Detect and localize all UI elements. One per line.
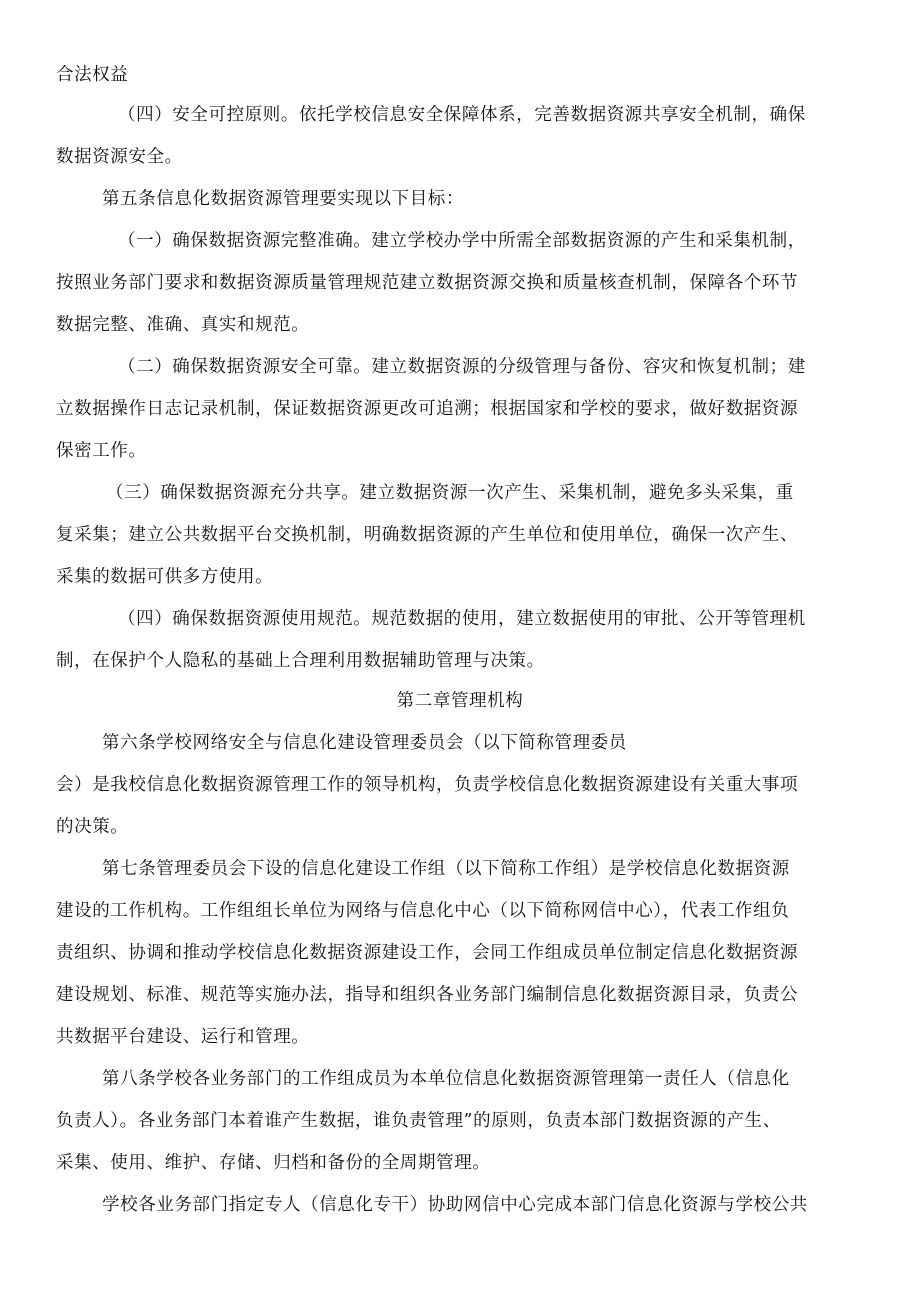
text-line: （四）确保数据资源使用规范。规范数据的使用，建立数据使用的审批、公开等管理机 <box>118 609 806 629</box>
text-line: 责组织、协调和推动学校信息化数据资源建设工作，会同工作组成员单位制定信息化数据资源 <box>56 943 799 963</box>
text-line: 制，在保护个人隐私的基础上合理利用数据辅助管理与决策。 <box>56 651 545 671</box>
text-line: 第五条信息化数据资源管理要实现以下目标： <box>102 189 464 209</box>
text-line: 第八条学校各业务部门的工作组成员为本单位信息化数据资源管理第一责任人（信息化 <box>102 1069 790 1089</box>
text-line: （一）确保数据资源完整准确。建立学校办学中所需全部数据资源的产生和采集机制， <box>118 231 806 251</box>
text-line: （二）确保数据资源安全可靠。建立数据资源的分级管理与备份、容灾和恢复机制；建 <box>118 357 806 377</box>
text-line: 数据完整、准确、真实和规范。 <box>56 315 310 335</box>
text-line: 的决策。 <box>56 817 129 837</box>
text-line: 建设规划、标准、规范等实施办法，指导和组织各业务部门编制信息化数据资源目录，负责公 <box>56 985 799 1005</box>
text-line: （三）确保数据资源充分共享。建立数据资源一次产生、采集机制，避免多头采集，重 <box>106 483 794 503</box>
text-line: 采集的数据可供多方使用。 <box>56 567 274 587</box>
chapter-heading: 第二章管理机构 <box>396 691 524 711</box>
text-line: 保密工作。 <box>56 441 147 461</box>
text-line: 共数据平台建设、运行和管理。 <box>56 1027 310 1047</box>
text-line: 第七条管理委员会下设的信息化建设工作组（以下简称工作组）是学校信息化数据资源 <box>102 859 790 879</box>
text-line: 学校各业务部门指定专人（信息化专干）协助网信中心完成本部门信息化资源与学校公共 <box>102 1195 808 1215</box>
text-line: 合法权益 <box>56 65 129 85</box>
text-line: 建设的工作机构。工作组组长单位为网络与信息化中心（以下简称网信中心），代表工作组负 <box>56 901 790 921</box>
text-line: 复采集；建立公共数据平台交换机制，明确数据资源的产生单位和使用单位，确保一次产生、 <box>56 525 799 545</box>
text-line: 立数据操作日志记录机制，保证数据资源更改可追溯；根据国家和学校的要求，做好数据资源 <box>56 399 799 419</box>
text-line: 第六条学校网络安全与信息化建设管理委员会（以下简称管理委员 <box>102 733 627 753</box>
text-line: 负责人）。各业务部门本着谁产生数据，谁负责管理”的原则，负责本部门数据资源的产生、 <box>56 1111 781 1131</box>
text-line: 数据资源安全。 <box>56 147 183 167</box>
text-line: 按照业务部门要求和数据资源质量管理规范建立数据资源交换和质量核查机制，保障各个环节 <box>56 273 799 293</box>
text-line: （四）安全可控原则。依托学校信息安全保障体系，完善数据资源共享安全机制，确保 <box>118 105 806 125</box>
text-line: 会）是我校信息化数据资源管理工作的领导机构，负责学校信息化数据资源建设有关重大事项 <box>56 775 799 795</box>
text-line: 采集、使用、维护、存储、归档和备份的全周期管理。 <box>56 1153 491 1173</box>
